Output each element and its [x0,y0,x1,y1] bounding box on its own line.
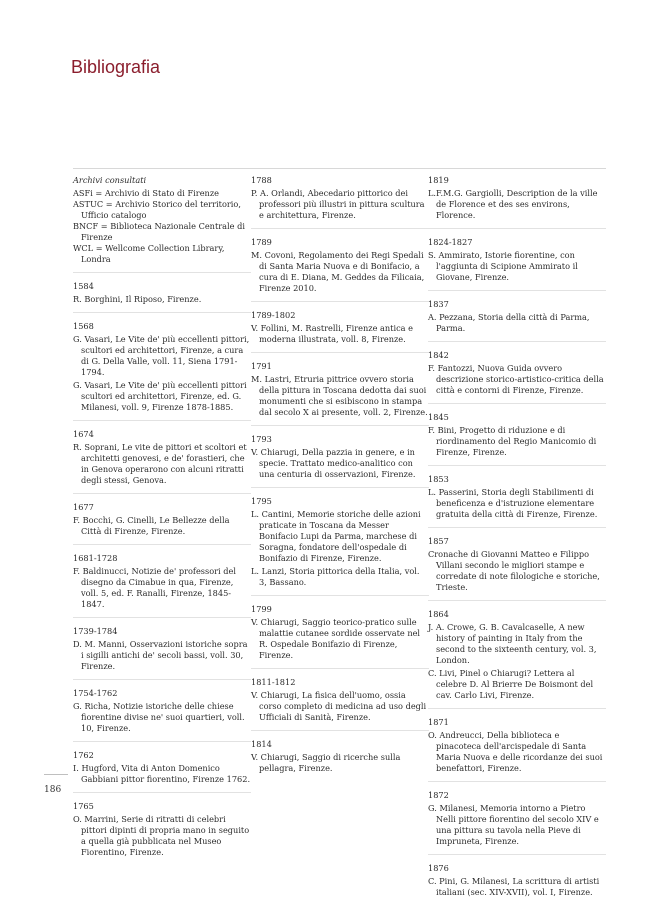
year-heading: 1765 [73,801,94,811]
bibliography-column-1 [73,168,251,858]
bibliography-entry: G. Milanesi, Memoria intorno a Pietro Nelli pittore fiorentino del secolo XIV e una pittura su tavola nella Pieve di Impruneta, Firenze. [428,803,599,846]
year-block [251,668,429,723]
section-divider [251,352,429,353]
bibliography-entry: R. Soprani, Le vite de pittori et scoltori et architetti genovesi, e de' forastieri, che in Genova operarono con alcuni ritratti degli stessi, Genova. [73,442,247,485]
year-heading: 1795 [251,496,272,506]
year-heading: 1814 [251,739,272,749]
bibliography-entry: F. Fantozzi, Nuova Guida ovvero descrizione storico-artistico-critica della città e contorni di Firenze, Firenze. [428,363,604,395]
bibliography-entry: L. Passerini, Storia degli Stabilimenti di beneficenza e d'istruzione elementare gratuita della città di Firenze, Firenze. [428,487,598,519]
bibliography-entry: J. A. Crowe, G. B. Cavalcaselle, A new history of painting in Italy from the second to the sixteenth century, vol. 3, London. [428,622,597,665]
section-divider [428,600,606,601]
year-block [251,730,429,774]
year-heading: 1789 [251,237,272,247]
section-divider [428,465,606,466]
year-heading: 1853 [428,474,449,484]
section-divider [251,595,429,596]
bibliography-entry: G. Vasari, Le Vite de' più eccellenti pittori scultori ed architettori, Firenze, ed. G. Milanesi, voll. 9, Firenze 1878-1885. [73,380,247,412]
bibliography-entry: V. Follini, M. Rastrelli, Firenze antica e moderna illustrata, voll. 8, Firenze. [251,323,414,344]
section-divider [73,493,251,494]
section-divider [428,290,606,291]
year-heading: 1677 [73,502,94,512]
year-block [73,493,251,537]
year-heading: 1762 [73,750,94,760]
section-divider [73,420,251,421]
year-heading: 1791 [251,361,272,371]
column-top-rule [428,168,606,169]
year-block [73,617,251,672]
section-divider [428,781,606,782]
bibliography-entry: P. A. Orlandi, Abecedario pittorico dei professori più illustri in pittura scultura e architettura, Firenze. [251,188,425,220]
year-block [73,679,251,734]
archives-block [73,175,251,265]
page-title: Bibliografia [71,57,161,77]
section-divider [251,301,429,302]
year-block [428,708,606,774]
year-block [428,403,606,458]
year-heading: 1789-1802 [251,310,296,320]
year-block [428,228,606,283]
bibliography-entry: M. Covoni, Regolamento dei Regi Spedali di Santa Maria Nuova e di Bonifacio, a cura di E. Diana, M. Geddes da Filicaia, Firenze 2010. [251,250,425,293]
bibliography-entry: C. Pini, G. Milanesi, La scrittura di artisti italiani (sec. XIV-XVII), vol. I, Firenze. [428,876,600,897]
section-divider [251,487,429,488]
archive-entry: ASTUC = Archivio Storico del territorio, Ufficio catalogo [73,199,241,220]
bibliography-entry: R. Borghini, Il Riposo, Firenze. [73,294,202,304]
bibliography-entry: V. Chiarugi, Saggio di ricerche sulla pellagra, Firenze. [251,752,401,773]
year-block [73,544,251,610]
section-divider [73,792,251,793]
year-heading: 1824-1827 [428,237,473,247]
section-divider [73,312,251,313]
bibliography-entry: L. Cantini, Memorie storiche delle azioni praticate in Toscana da Messer Bonifacio Lupi da Parma, marchese di Soragna, fondatore dell'ospedale di Bonifazio di Firenze, Firenze. [251,509,421,563]
year-heading: 1811-1812 [251,677,296,687]
year-heading: 1788 [251,175,272,185]
year-heading: 1739-1784 [73,626,118,636]
bibliography-entry: O. Marrini, Serie di ritratti di celebri pittori dipinti di propria mano in seguito a quella già pubblicata nel Museo Fiorentino, Firenze. [73,814,250,857]
section-divider [428,403,606,404]
bibliography-entry: V. Chiarugi, Saggio teorico-pratico sulle malattie cutanee sordide osservate nel R. Ospedale Bonifazio di Firenze, Firenze. [251,617,421,660]
year-heading: 1864 [428,609,449,619]
year-block [251,301,429,345]
year-heading: 1819 [428,175,449,185]
year-heading: 1871 [428,717,449,727]
bibliography-entry: A. Pezzana, Storia della città di Parma, Parma. [428,312,590,333]
section-divider [73,272,251,273]
year-block [251,175,429,221]
year-block [73,272,251,305]
year-block [73,792,251,858]
year-heading: 1872 [428,790,449,800]
year-heading: 1793 [251,434,272,444]
year-heading: 1857 [428,536,449,546]
bibliography-entry: F. Bocchi, G. Cinelli, Le Bellezze della Città di Firenze, Firenze. [73,515,230,536]
bibliography-entry: G. Richa, Notizie istoriche delle chiese fiorentine divise ne' suoi quartieri, voll. 10, Firenze. [73,701,245,733]
bibliography-entry: F. Bini, Progetto di riduzione e di riordinamento del Regio Manicomio di Firenze, Firenze. [428,425,597,457]
column-top-rule [73,168,251,169]
bibliography-column-3 [428,168,606,898]
section-divider [73,741,251,742]
bibliography-entry: I. Hugford, Vita di Anton Domenico Gabbiani pittor fiorentino, Firenze 1762. [73,763,251,784]
year-block [428,527,606,593]
year-block [428,600,606,701]
bibliography-entry: V. Chiarugi, La fisica dell'uomo, ossia corso completo di medicina ad uso degli Ufficiali di Sanità, Firenze. [251,690,427,722]
year-block [251,487,429,588]
year-heading: 1842 [428,350,449,360]
section-divider [73,544,251,545]
section-divider [73,679,251,680]
bibliography-entry: S. Ammirato, Istorie fiorentine, con l'aggiunta di Scipione Ammirato il Giovane, Firenze. [428,250,578,282]
year-heading: 1837 [428,299,449,309]
section-divider [251,668,429,669]
archive-entry: BNCF = Biblioteca Nazionale Centrale di Firenze [73,221,245,242]
year-block [73,420,251,486]
section-divider [251,425,429,426]
year-block [73,312,251,413]
section-divider [428,708,606,709]
bibliography-entry: O. Andreucci, Della biblioteca e pinacoteca dell'arcispedale di Santa Maria Nuova e delle ricordanze dei suoi benefattori, Firenze. [428,730,603,773]
section-divider [428,228,606,229]
year-heading: 1876 [428,863,449,873]
page-number-rule [44,774,68,775]
bibliography-column-2 [251,168,429,774]
bibliography-entry: C. Livi, Pinel o Chiarugi? Lettera al celebre D. Al Brierre De Boismont del cav. Carlo Livi, Firenze. [428,668,594,700]
bibliography-entry: D. M. Manni, Osservazioni istoriche sopra i sigilli antichi de' secoli bassi, voll. 30, Firenze. [73,639,248,671]
year-block [428,781,606,847]
year-block [428,175,606,221]
year-heading: 1568 [73,321,94,331]
year-heading: 1754-1762 [73,688,118,698]
section-divider [428,527,606,528]
section-divider [251,730,429,731]
archives-heading: Archivi consultati [73,175,147,185]
bibliography-entry: G. Vasari, Le Vite de' più eccellenti pittori, scultori ed architettori, Firenze, a cura di G. Della Valle, voll. 11, Siena 1791-1794. [73,334,250,377]
bibliography-entry: Cronache di Giovanni Matteo e Filippo Villani secondo le migliori stampe e corredate di note filologiche e storiche, Trieste. [428,549,600,592]
year-block [73,741,251,785]
page-number: 186 [44,785,62,795]
year-block [251,228,429,294]
section-divider [73,617,251,618]
year-block [428,341,606,396]
section-divider [428,854,606,855]
archive-entry: WCL = Wellcome Collection Library, Londra [73,243,225,264]
year-heading: 1584 [73,281,94,291]
year-heading: 1674 [73,429,94,439]
year-heading: 1845 [428,412,449,422]
bibliography-entry: M. Lastri, Etruria pittrice ovvero storia della pittura in Toscana dedotta dai suoi monumenti che si esibiscono in stampa dal secolo X ai presente, voll. 2, Firenze. [251,374,428,417]
year-block [251,425,429,480]
archive-entry: ASFi = Archivio di Stato di Firenze [73,188,219,198]
section-divider [428,341,606,342]
section-divider [251,228,429,229]
year-block [428,465,606,520]
bibliography-entry: L.F.M.G. Gargiolli, Description de la ville de Florence et des ses environs, Florence. [428,188,598,220]
year-block [251,352,429,418]
year-heading: 1681-1728 [73,553,118,563]
bibliography-entry: F. Baldinucci, Notizie de' professori del disegno da Cimabue in qua, Firenze, voll. 5, ed. F. Ranalli, Firenze, 1845-1847. [73,566,236,609]
bibliography-entry: L. Lanzi, Storia pittorica della Italia, vol. 3, Bassano. [251,566,420,587]
bibliography-entry: V. Chiarugi, Della pazzia in genere, e in specie. Trattato medico-analitico con una centuria di osservazioni, Firenze. [251,447,416,479]
year-block [428,854,606,898]
year-block [251,595,429,661]
year-heading: 1799 [251,604,272,614]
year-block [428,290,606,334]
column-top-rule [251,168,429,169]
